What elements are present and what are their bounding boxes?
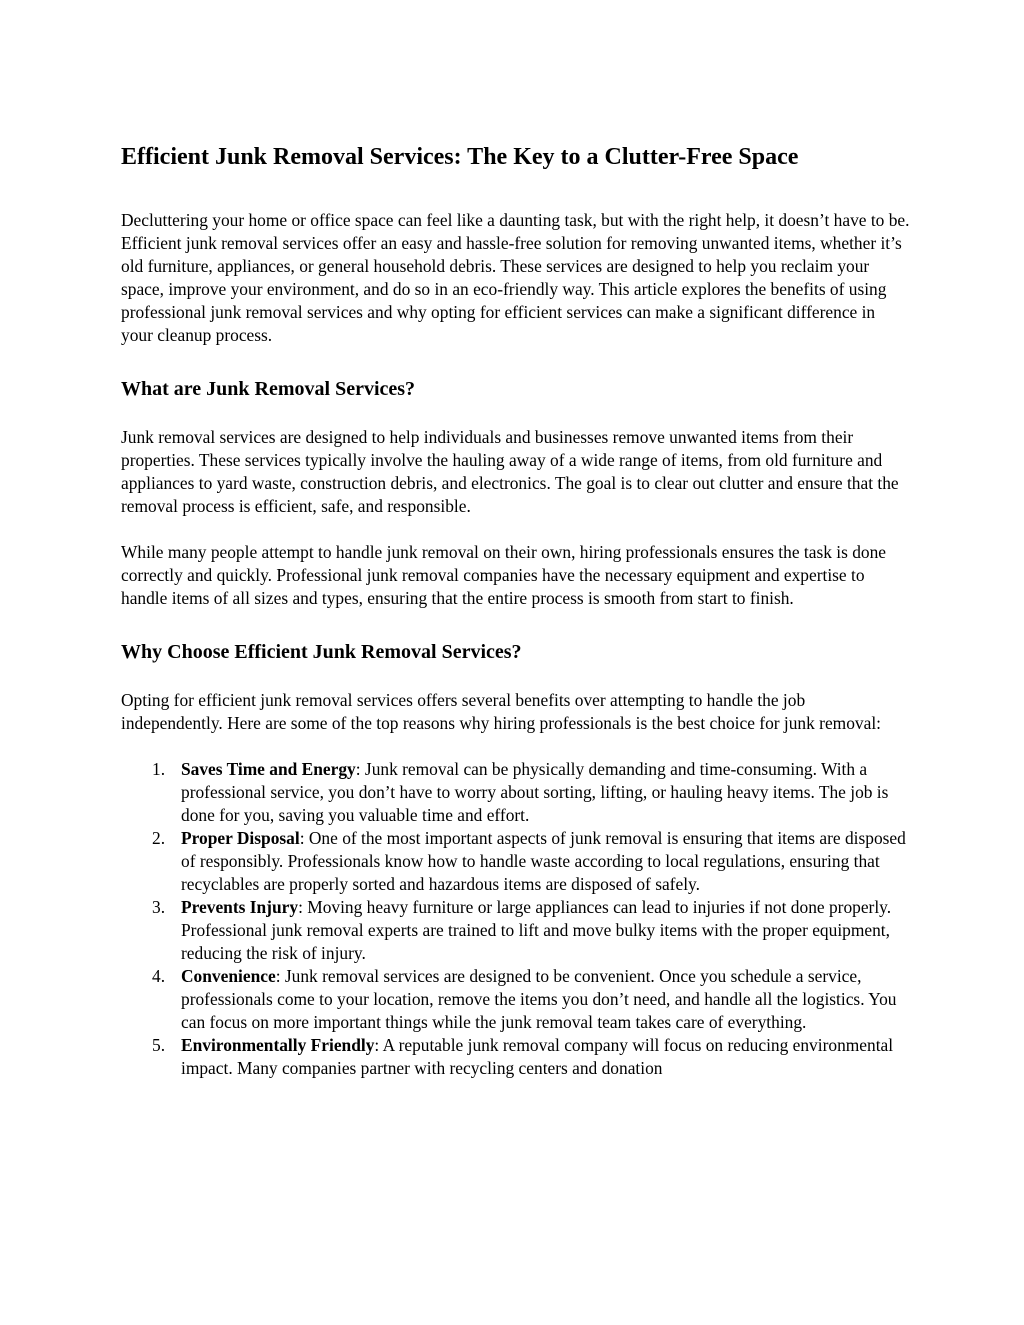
list-item-text: : One of the most important aspects of junk removal is ensuring that items are disposed of responsibly. Professionals know how to handle waste according to local regulations, ensuring that recyclables are properly sorted and hazardous items are disposed of safely. — [181, 828, 906, 894]
list-item — [121, 896, 911, 965]
list-item-number: 1. — [152, 759, 166, 779]
list-item — [121, 1034, 911, 1080]
list-item-number: 2. — [152, 828, 166, 848]
list-item-text: : Junk removal services are designed to be convenient. Once you schedule a service, professionals come to your location, remove the items you don’t need, and handle all the logistics. You can focus on more important things while the junk removal team takes care of everything. — [181, 966, 897, 1032]
list-item — [121, 965, 911, 1034]
document-title: Efficient Junk Removal Services: The Key to a Clutter-Free Space — [121, 144, 799, 170]
section2-paragraph-1: Opting for efficient junk removal services offers several benefits over attempting to handle the job independently. Here are some of the top reasons why hiring professionals is the best choice for junk removal: — [121, 690, 881, 733]
section1-paragraph-1: Junk removal services are designed to help individuals and businesses remove unwanted items from their properties. These services typically involve the hauling away of a wide range of items, from old furniture and appliances to yard waste, construction debris, and electronics. The goal is to clear out clutter and ensure that the removal process is efficient, safe, and responsible. — [121, 427, 899, 516]
list-item-term: Prevents Injury — [181, 897, 299, 917]
list-item-text: : A reputable junk removal company will focus on reducing environmental impact. Many companies partner with recycling centers and donation — [181, 1035, 894, 1078]
list-item — [121, 827, 911, 896]
list-item-text: : Junk removal can be physically demanding and time-consuming. With a professional service, you don’t have to worry about sorting, lifting, or hauling heavy items. The job is done for you, saving you valuable time and effort. — [181, 759, 889, 825]
intro-paragraph: Decluttering your home or office space can feel like a daunting task, but with the right help, it doesn’t have to be. Efficient junk removal services offer an easy and hassle-free solution for removing unwanted items, whether it’s old furniture, appliances, or general household debris. These services are designed to help you reclaim your space, improve your environment, and do so in an eco-friendly way. This article explores the benefits of using professional junk removal services and why opting for efficient services can make a significant difference in your cleanup process. — [121, 210, 910, 345]
list-item-term: Convenience — [181, 966, 276, 986]
benefits-list — [121, 758, 911, 1080]
document-page — [121, 140, 911, 1080]
list-item-term: Proper Disposal — [181, 828, 300, 848]
list-item-number: 3. — [152, 897, 166, 917]
section-heading-what-are: What are Junk Removal Services? — [121, 378, 416, 400]
section1-paragraph-2: While many people attempt to handle junk removal on their own, hiring professionals ensures the task is done correctly and quickly. Professional junk removal companies have the necessary equipment and expertise to handle items of all sizes and types, ensuring that the entire process is smooth from start to finish. — [121, 542, 887, 608]
list-item-number: 4. — [152, 966, 166, 986]
list-item-text: : Moving heavy furniture or large appliances can lead to injuries if not done properly. Professional junk removal experts are trained to lift and move bulky items with the proper equipment, reducing the risk of injury. — [181, 897, 892, 963]
list-item-term: Saves Time and Energy — [181, 759, 356, 779]
list-item-number: 5. — [152, 1035, 166, 1055]
list-item-term: Environmentally Friendly — [181, 1035, 375, 1055]
section-heading-why-choose: Why Choose Efficient Junk Removal Services? — [121, 641, 522, 663]
list-item — [121, 758, 911, 827]
